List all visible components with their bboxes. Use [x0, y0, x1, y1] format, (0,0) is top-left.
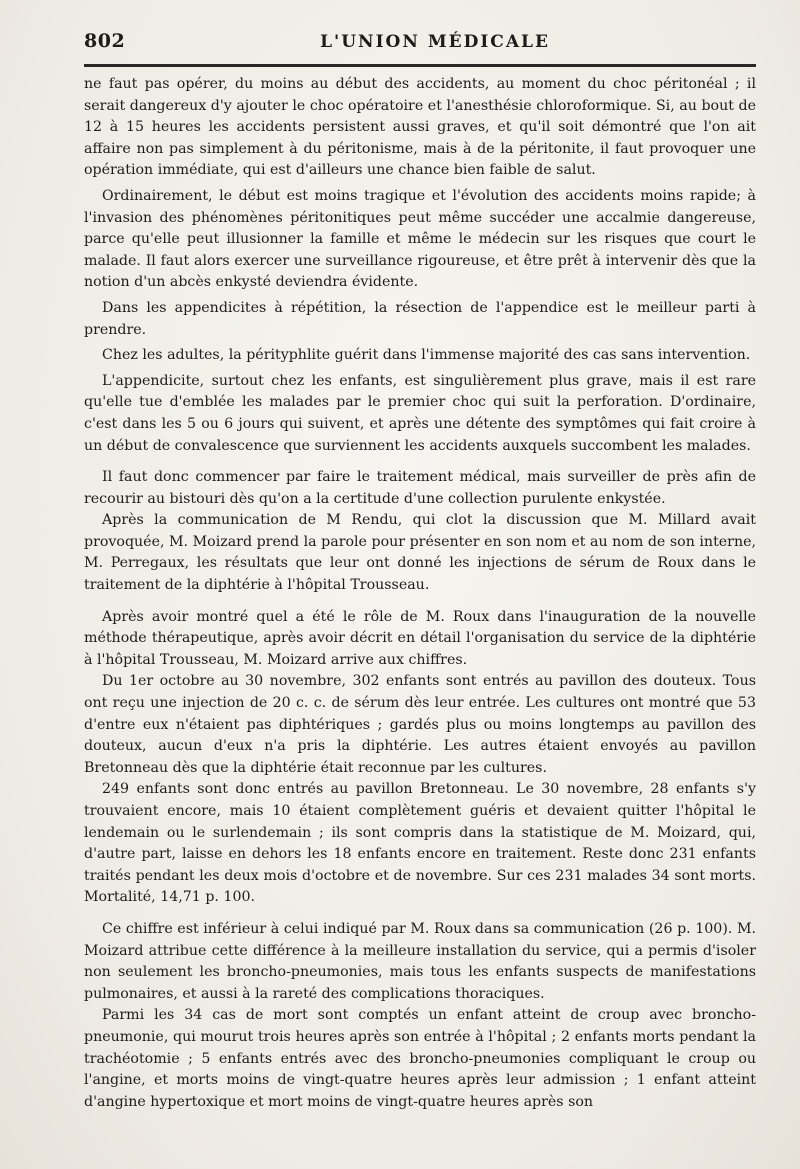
page-header — [84, 28, 756, 58]
paragraph: Après la communication de M Rendu, qui clot la discussion que M. Millard avait provoquée, M. Moizard prend la parole pour présenter en son nom et au nom de son interne, M. Perregaux, les résultats que leur ont donné les injections de sérum de Roux dans le traitement de la diphtérie à l'hôpital Trousseau. — [84, 512, 756, 594]
article-body — [84, 74, 756, 1113]
running-title: L'UNION MÉDICALE — [320, 32, 550, 52]
paragraph: ne faut pas opérer, du moins au début des accidents, au moment du choc péritonéal ; il serait dangereux d'y ajouter le choc opératoire et l'anesthésie chloroformique. Si, au bout de 12 à 15 heures les accidents persistent aussi graves, et qu'il soit démontré que l'on ait affaire non pas simplement à du péritonisme, mais à de la péritonite, il faut provoquer une opération immédiate, qui est d'ailleurs une chance bien faible de salut. — [84, 76, 756, 179]
paragraph: Après avoir montré quel a été le rôle de M. Roux dans l'inauguration de la nouvelle méthode thérapeutique, après avoir décrit en détail l'organisation du service de la diphtérie à l'hôpital Trousseau, M. Moizard arrive aux chiffres. — [84, 608, 756, 668]
page-number: 802 — [84, 30, 126, 52]
paragraph: Chez les adultes, la pérityphlite guérit dans l'immense majorité des cas sans intervention. — [102, 347, 751, 364]
paragraph: Il faut donc commencer par faire le traitement médical, mais surveiller de près afin de recourir au bistouri dès qu'on a la certitude d'une collection purulente enkystée. — [84, 469, 756, 507]
paragraph: L'appendicite, surtout chez les enfants, est singulièrement plus grave, mais il est rare qu'elle tue d'emblée les malades par le premier choc qui suit la perforation. D'ordinaire, c'est dans les 5 ou 6 jours qui suivent, et après une détente des symptômes qui fait croire à un début de convalescence que surviennent les accidents auxquels succombent les malades. — [84, 372, 756, 454]
paragraph: 249 enfants sont donc entrés au pavillon Bretonneau. Le 30 novembre, 28 enfants s'y trouvaient encore, mais 10 étaient complètement guéris et devaient quitter l'hôpital le lendemain ou le surlendemain ; ils sont compris dans la statistique de M. Moizard, qui, d'autre part, laisse en dehors les 18 enfants encore en traitement. Reste donc 231 enfants traités pendant les deux mois d'octobre et de novembre. Sur ces 231 malades 34 sont morts. Mortalité, 14,71 p. 100. — [84, 781, 756, 906]
paragraph: Dans les appendicites à répétition, la résection de l'appendice est le meilleur parti à prendre. — [84, 299, 756, 338]
paragraph: Du 1er octobre au 30 novembre, 302 enfants sont entrés au pavillon des douteux. Tous ont reçu une injection de 20 c. c. de sérum dès leur entrée. Les cultures ont montré que 53 d'entre eux n'étaient pas diphtériques ; gardés plus ou moins longtemps au pavillon des douteux, aucun d'eux n'a pris la diphtérie. Les autres étaient envoyés au pavillon Bretonneau dès que la diphtérie était reconnue par les cultures. — [84, 673, 756, 776]
paragraph: Ordinairement, le début est moins tragique et l'évolution des accidents moins rapide; à l'invasion des phénomènes péritonitiques peut même succéder une accalmie dangereuse, parce qu'elle peut illusionner la famille et même le médecin sur les risques que court le malade. Il faut alors exercer une surveillance rigoureuse, et être prêt à intervenir dès que la notion d'un abcès enkysté deviendra évidente. — [84, 187, 756, 291]
paragraph: Parmi les 34 cas de mort sont comptés un enfant atteint de croup avec broncho-pneumonie, qui mourut trois heures après son entrée à l'hôpital ; 2 enfants morts pendant la trachéotomie ; 5 enfants entrés avec des broncho-pneumonies compliquant le croup ou l'angine, et morts moins de vingt-quatre heures après leur admission ; 1 enfant atteint d'angine hypertoxique et mort moins de vingt-quatre heures après son — [84, 1007, 756, 1110]
paragraph: Ce chiffre est inférieur à celui indiqué par M. Roux dans sa communication (26 p. 100). M. Moizard attribue cette différence à la meilleure installation du service, qui a permis d'isoler non seulement les broncho-pneumonies, mais tous les enfants suspects de manifestations pulmonaires, et aussi à la rareté des complications thoraciques. — [84, 920, 756, 1002]
header-rule — [84, 64, 756, 67]
